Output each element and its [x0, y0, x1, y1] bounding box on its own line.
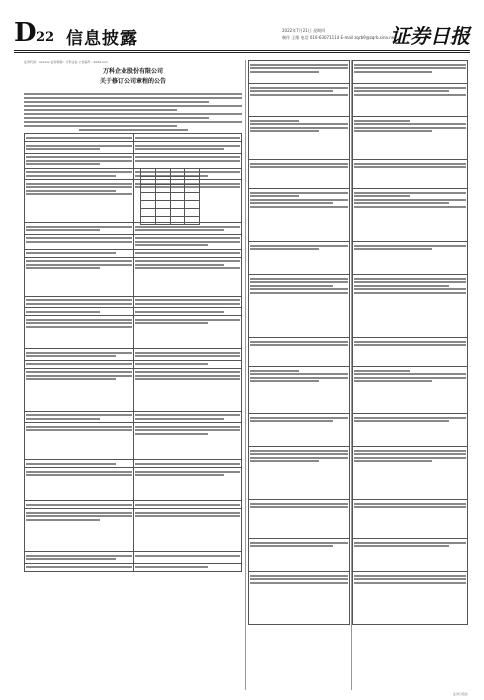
announcement-title: 关于修订公司章程的公告 [99, 78, 166, 85]
right-column [352, 60, 468, 690]
middle-column [248, 60, 350, 690]
masthead-rule [14, 50, 470, 51]
section-title: 信息披露 [66, 29, 138, 49]
announcement-headline [24, 66, 242, 85]
masthead [14, 20, 470, 48]
company-name: 万科企业股份有限公司 [102, 68, 163, 75]
amendment-table-right [352, 60, 468, 625]
shareholding-mini-table [140, 168, 200, 225]
amendment-table-middle [248, 60, 350, 625]
left-column [24, 60, 242, 690]
page-letter: D [14, 18, 37, 48]
page-number: 22 [36, 30, 55, 45]
amendment-table [24, 133, 242, 572]
newspaper-logo: 证券日报 [390, 24, 470, 48]
contact-line: 制作 王维 电话 010-63071114 E-mail zqrb9@zqrb.sina.net [282, 35, 396, 40]
masthead-rule-thin [14, 52, 470, 53]
announcement-code-line: 证券代码：xxxxxx 证券简称：万科企业 公告编号：2022-xxx [24, 60, 108, 64]
column-divider [245, 60, 246, 690]
date-line: 2022年7月21日 星期四 [282, 28, 326, 33]
footer-note: 证券日报社 [452, 692, 468, 696]
